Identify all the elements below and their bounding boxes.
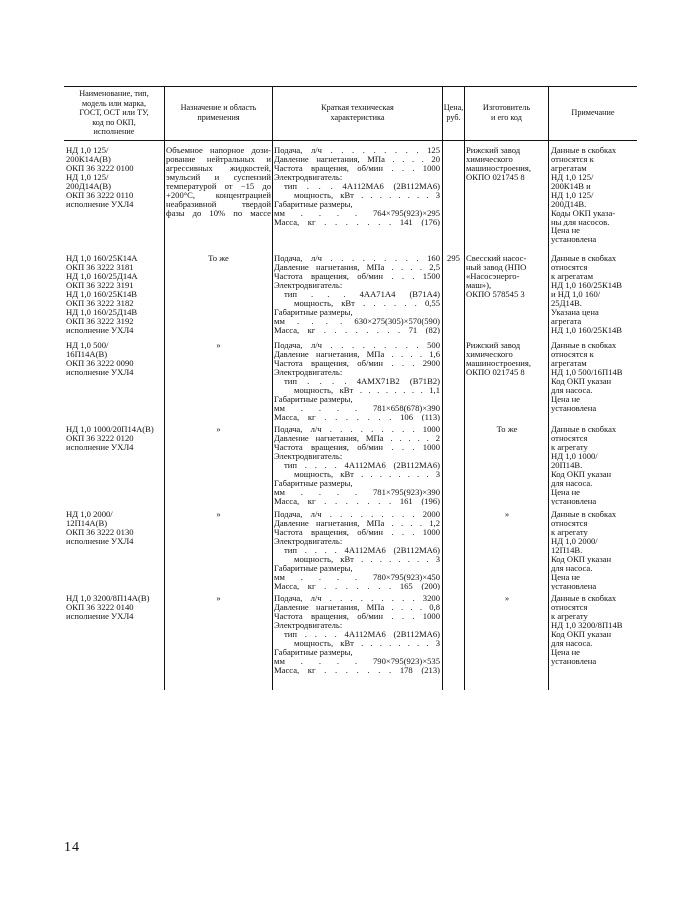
maker-line: Рижский завод xyxy=(466,146,521,155)
name-line: ОКП 36 3222 3181 xyxy=(66,262,134,272)
name-line: исполнение УХЛ4 xyxy=(66,367,134,377)
spec-line: Электродвигатель: xyxy=(274,172,343,182)
column-divider xyxy=(548,86,549,690)
note-line: НД 1,0 2000/ xyxy=(551,536,598,546)
note-line: установлена xyxy=(551,656,597,666)
note-line: установлена xyxy=(551,581,597,591)
spec-line: Масса, кг . . . . . . . . 71 (82) xyxy=(274,325,440,335)
column-header-line: Изготовитель xyxy=(482,103,531,113)
note-line: Код ОКП указан xyxy=(551,376,612,386)
note-line: Данные в скобках xyxy=(551,594,617,603)
name-line: 200К14А(В) xyxy=(66,154,111,164)
cell-purpose xyxy=(166,510,271,519)
note-line: относятся xyxy=(551,602,588,612)
column-divider xyxy=(164,86,165,690)
spec-line: мм . . . . 764×795(923)×295 xyxy=(274,208,440,218)
note-line: для насоса. xyxy=(551,385,593,395)
cell-maker xyxy=(466,510,548,519)
cell-spec xyxy=(274,594,440,674)
note-line: 200К14В и xyxy=(551,181,591,191)
cell-purpose xyxy=(166,594,271,603)
spec-line: Подача, л/ч . . . . . . . . . 3200 xyxy=(274,594,440,603)
note-line: относятся xyxy=(551,518,588,528)
note-line: НД 1,0 125/ xyxy=(551,172,594,182)
spec-line: Масса, кг . . . . . . . 161 (196) xyxy=(274,496,440,506)
maker-line: Свесский насос- xyxy=(466,254,527,263)
spec-line: Масса, кг . . . . . . . 141 (176) xyxy=(274,217,440,227)
note-line: относятся xyxy=(551,262,588,272)
note-line: Указана цена xyxy=(551,307,599,317)
spec-line: Давление нагнетания, МПа . . . . 1,6 xyxy=(274,349,440,359)
cell-note xyxy=(551,146,637,244)
cell-name xyxy=(66,146,164,209)
spec-line: Габаритные размеры, xyxy=(274,647,353,657)
column-header-line: ГОСТ, ОСТ или ТУ, xyxy=(79,108,149,118)
name-line: НД 1,0 500/ xyxy=(66,341,109,350)
maker-line: » xyxy=(504,510,510,519)
cell-name xyxy=(66,510,164,546)
purpose-line: » xyxy=(216,510,221,519)
note-line: к агрегату xyxy=(551,611,588,621)
spec-line: тип . . . . 4А112МА6 (2В112МА6) xyxy=(284,460,440,470)
spec-line: Подача, л/ч . . . . . . . . . 1000 xyxy=(274,425,440,434)
note-line: для насоса. xyxy=(551,478,593,488)
name-line: НД 1,0 125/ xyxy=(66,172,109,182)
maker-line: ОКПО 021745 8 xyxy=(466,172,525,182)
column-header-line: код по ОКП, xyxy=(92,117,136,127)
cell-purpose xyxy=(166,146,271,218)
cell-maker xyxy=(466,341,548,377)
spec-line: тип . . . 4А112МА6 (2В112МА6) xyxy=(284,181,440,191)
spec-line: Габаритные размеры, xyxy=(274,394,353,404)
note-line: к агрегату xyxy=(551,442,588,452)
maker-line: химического xyxy=(466,349,513,359)
spec-line: Подача, л/ч . . . . . . . . . 2000 xyxy=(274,510,440,519)
purpose-line: неабразивной твердой xyxy=(166,199,271,209)
purpose-line: фазы до 10% по массе xyxy=(166,208,271,218)
maker-line: химического xyxy=(466,154,513,164)
name-line: НД 1,0 1000/20П14А(В) xyxy=(66,425,154,434)
spec-line: Электродвигатель: xyxy=(274,451,343,461)
note-line: Цена не xyxy=(551,647,580,657)
cell-purpose xyxy=(166,341,271,350)
spec-line: Давление нагнетания, МПа . . . . 20 xyxy=(274,154,440,164)
page-number: 14 xyxy=(64,840,80,855)
spec-line: Масса, кг . . . . . . . 106 (113) xyxy=(274,412,440,422)
name-line: исполнение УХЛ4 xyxy=(66,199,134,209)
note-line: НД 1,0 3200/8П14В xyxy=(551,620,623,630)
cell-note xyxy=(551,594,637,666)
name-line: исполнение УХЛ4 xyxy=(66,442,134,452)
maker-line: «Насосэнерго- xyxy=(466,271,520,281)
name-line: НД 1,0 160/25К14В xyxy=(66,289,138,299)
name-line: ОКП 36 3222 3192 xyxy=(66,316,134,326)
spec-line: Давление нагнетания, МПа . . . . 0,8 xyxy=(274,602,440,612)
spec-line: Частота вращения, об/мин . . . 1000 xyxy=(274,163,440,173)
name-line: НД 1,0 3200/8П14А(В) xyxy=(66,594,150,603)
purpose-line: температурой от −15 до xyxy=(166,181,271,191)
name-line: исполнение УХЛ4 xyxy=(66,611,134,621)
cell-spec xyxy=(274,425,440,505)
spec-line: Подача, л/ч . . . . . . . . . 160 xyxy=(274,254,440,263)
note-line: НД 1,0 160/25К14В xyxy=(551,280,623,290)
column-header-line: Краткая техническая xyxy=(321,103,394,113)
column-header-line: руб. xyxy=(446,113,461,122)
column-header-line: и его код xyxy=(491,113,522,122)
purpose-line: эмульсий и суспензий xyxy=(166,172,271,182)
spec-line: Габаритные размеры, xyxy=(274,478,353,488)
spec-line: мощность, кВт . . . . . . 0,55 xyxy=(294,298,440,308)
name-line: НД 1,0 125/ xyxy=(66,146,109,155)
spec-line: Давление нагнетания, МПа . . . . 2,5 xyxy=(274,262,440,272)
spec-line: Электродвигатель: xyxy=(274,536,343,546)
note-line: Цена не xyxy=(551,394,580,404)
cell-note xyxy=(551,341,637,413)
note-line: НД 1,0 500/16П14В xyxy=(551,367,623,377)
column-header-line: Примечание xyxy=(571,108,615,118)
note-line: ны для насосов. xyxy=(551,217,610,227)
purpose-line: То же xyxy=(208,254,229,263)
purpose-line: » xyxy=(216,594,221,603)
spec-line: мощность, кВт . . . . . . . . 3 xyxy=(294,469,440,479)
spec-line: Частота вращения, об/мин . . . 1000 xyxy=(274,527,440,537)
note-line: НД 1,0 160/25К14В xyxy=(551,325,623,335)
note-line: Данные в скобках xyxy=(551,510,617,519)
spec-line: Подача, л/ч . . . . . . . . . 500 xyxy=(274,341,440,350)
spec-line: мощность, кВт . . . . . . . . 1,1 xyxy=(294,385,440,395)
cell-spec xyxy=(274,341,440,421)
column-header-maker xyxy=(465,88,548,138)
purpose-line: Объемное напорное дози- xyxy=(166,146,271,155)
spec-line: тип . . . . 4А112МА6 (2В112МА6) xyxy=(284,629,440,639)
spec-line: мм . . . . 780×795(923)×450 xyxy=(274,572,440,582)
cell-name xyxy=(66,254,164,334)
note-line: 12П14В. xyxy=(551,545,583,555)
column-header-line: модель или марка, xyxy=(82,98,146,108)
column-header-name xyxy=(64,88,164,138)
note-line: Коды ОКП указа- xyxy=(551,208,616,218)
cell-maker xyxy=(466,254,548,299)
column-header-line: характеристика xyxy=(330,113,385,122)
note-line: 20П14В. xyxy=(551,460,583,470)
note-line: Данные в скобках xyxy=(551,425,617,434)
note-line: установлена xyxy=(551,235,597,245)
purpose-line: » xyxy=(216,425,221,434)
spec-line: мм . . . . 790×795(923)×535 xyxy=(274,656,440,666)
note-line: Цена не xyxy=(551,572,580,582)
column-header-note xyxy=(549,88,637,138)
note-line: установлена xyxy=(551,496,597,506)
maker-line: ОКПО 021745 8 xyxy=(466,367,525,377)
cell-spec xyxy=(274,146,440,226)
cell-spec xyxy=(274,510,440,590)
name-line: НД 1,0 160/25Д14В xyxy=(66,307,138,317)
name-line: 16П14А(В) xyxy=(66,349,108,359)
cell-name xyxy=(66,341,164,377)
table-header-rule xyxy=(64,140,637,141)
maker-line: ный завод (НПО xyxy=(466,262,527,272)
table-top-rule xyxy=(64,86,637,87)
spec-line: Давление нагнетания, МПа . . . . . 2 xyxy=(274,433,440,443)
name-line: НД 1,0 160/25К14А xyxy=(66,254,138,263)
note-line: Данные в скобках xyxy=(551,341,617,350)
note-line: для насоса. xyxy=(551,638,593,648)
note-line: НД 1,0 125/ xyxy=(551,190,594,200)
note-line: агрегата xyxy=(551,316,582,326)
cell-maker xyxy=(466,425,548,434)
note-line: Код ОКП указан xyxy=(551,629,612,639)
note-line: к агрегату xyxy=(551,527,588,537)
name-line: 200Д14А(В) xyxy=(66,181,112,191)
note-line: относятся xyxy=(551,433,588,443)
spec-line: мм . . . . 630×275(305)×570(590) xyxy=(274,316,440,326)
name-line: ОКП 36 3222 0140 xyxy=(66,602,134,612)
note-line: 25Д14В. xyxy=(551,298,582,308)
purpose-line: агрессивных жидкостей, xyxy=(166,163,271,173)
purpose-line: рование нейтральных и xyxy=(166,154,271,164)
spec-line: Электродвигатель: xyxy=(274,620,343,630)
purpose-line: » xyxy=(216,341,221,350)
name-line: ОКП 36 3222 0130 xyxy=(66,527,134,537)
column-divider xyxy=(442,86,443,690)
name-line: ОКП 36 3222 0100 xyxy=(66,163,134,173)
cell-purpose xyxy=(166,425,271,434)
cell-price xyxy=(443,254,464,263)
note-line: и НД 1,0 160/ xyxy=(551,289,601,299)
note-line: Цена не xyxy=(551,226,580,236)
spec-line: Частота вращения, об/мин . . . 1500 xyxy=(274,271,440,281)
column-header-purpose xyxy=(165,88,272,138)
spec-line: мощность, кВт . . . . . . . . 3 xyxy=(294,190,440,200)
note-line: относятся к xyxy=(551,349,594,359)
spec-line: тип . . . 4АА71А4 (В71А4) xyxy=(284,289,440,299)
spec-line: Масса, кг . . . . . . . 165 (200) xyxy=(274,581,440,591)
maker-line: Рижский завод xyxy=(466,341,521,350)
note-line: для насоса. xyxy=(551,563,593,573)
name-line: ОКП 36 3222 0120 xyxy=(66,433,134,443)
spec-line: мм . . . . 781×658(678)×390 xyxy=(274,403,440,413)
name-line: 12П14А(В) xyxy=(66,518,108,528)
column-header-line: применения xyxy=(197,113,240,122)
name-line: исполнение УХЛ4 xyxy=(66,536,134,546)
maker-line: » xyxy=(504,594,510,603)
spec-line: Частота вращения, об/мин . . . 1000 xyxy=(274,442,440,452)
note-line: к агрегатам xyxy=(551,271,594,281)
spec-line: мм . . . . 781×795(923)×390 xyxy=(274,487,440,497)
name-line: ОКП 36 3222 0090 xyxy=(66,358,134,368)
spec-line: Габаритные размеры, xyxy=(274,199,353,209)
name-line: ОКП 36 3222 0110 xyxy=(66,190,134,200)
name-line: НД 1,0 160/25Д14А xyxy=(66,271,138,281)
maker-line: То же xyxy=(496,425,518,434)
column-header-spec xyxy=(273,88,442,138)
column-header-line: Цена, xyxy=(443,103,464,113)
column-header-price xyxy=(443,88,464,138)
spec-line: Подача, л/ч . . . . . . . . . 125 xyxy=(274,146,440,155)
spec-line: тип . . . . 4АМХ71В2 (В71В2) xyxy=(284,376,440,386)
note-line: агрегатам xyxy=(551,358,587,368)
name-line: НД 1,0 2000/ xyxy=(66,510,113,519)
column-header-line: Назначение и область xyxy=(180,103,257,113)
spec-line: Электродвигатель: xyxy=(274,280,343,290)
cell-maker xyxy=(466,146,548,182)
spec-line: Частота вращения, об/мин . . . 2900 xyxy=(274,358,440,368)
spec-line: Давление нагнетания, МПа . . . . 1,2 xyxy=(274,518,440,528)
spec-line: мощность, кВт . . . . . . . . 3 xyxy=(294,638,440,648)
column-header-line: Наименование, тип, xyxy=(79,89,149,99)
note-line: Цена не xyxy=(551,487,580,497)
note-line: Данные в скобках xyxy=(551,254,617,263)
name-line: ОКП 36 3222 3182 xyxy=(66,298,134,308)
spec-line: Габаритные размеры, xyxy=(274,563,353,573)
note-line: НД 1,0 1000/ xyxy=(551,451,598,461)
note-line: агрегатам xyxy=(551,163,587,173)
spec-line: тип . . . . 4А112МА6 (2В112МА6) xyxy=(284,545,440,555)
column-header-line: исполнение xyxy=(93,127,135,137)
name-line: исполнение УХЛ4 xyxy=(66,325,134,335)
note-line: установлена xyxy=(551,403,597,413)
spec-line: мощность, кВт . . . . . . . . 3 xyxy=(294,554,440,564)
cell-note xyxy=(551,425,637,505)
maker-line: маш»), xyxy=(466,280,492,290)
maker-line: ОКПО 578545 3 xyxy=(466,289,525,299)
cell-maker xyxy=(466,594,548,603)
cell-purpose xyxy=(166,254,271,263)
cell-name xyxy=(66,594,164,621)
purpose-line: +200°С, концентрацией xyxy=(166,190,271,200)
cell-note xyxy=(551,510,637,590)
column-divider xyxy=(272,86,273,690)
note-line: относятся к xyxy=(551,154,594,164)
cell-spec xyxy=(274,254,440,334)
note-line: Код ОКП указан xyxy=(551,469,612,479)
spec-line: Габаритные размеры, xyxy=(274,307,353,317)
note-line: Код ОКП указан xyxy=(551,554,612,564)
spec-line: Масса, кг . . . . . . . 178 (213) xyxy=(274,665,440,675)
maker-line: машиностроения, xyxy=(466,163,532,173)
cell-note xyxy=(551,254,637,334)
note-line: Данные в скобках xyxy=(551,146,617,155)
price-line: 295 xyxy=(447,254,460,263)
note-line: 200Д14В. xyxy=(551,199,587,209)
spec-line: Частота вращения, об/мин . . . 1000 xyxy=(274,611,440,621)
name-line: ОКП 36 3222 3191 xyxy=(66,280,134,290)
maker-line: машиностроения, xyxy=(466,358,532,368)
spec-line: Электродвигатель: xyxy=(274,367,343,377)
cell-name xyxy=(66,425,164,452)
column-divider xyxy=(464,86,465,690)
